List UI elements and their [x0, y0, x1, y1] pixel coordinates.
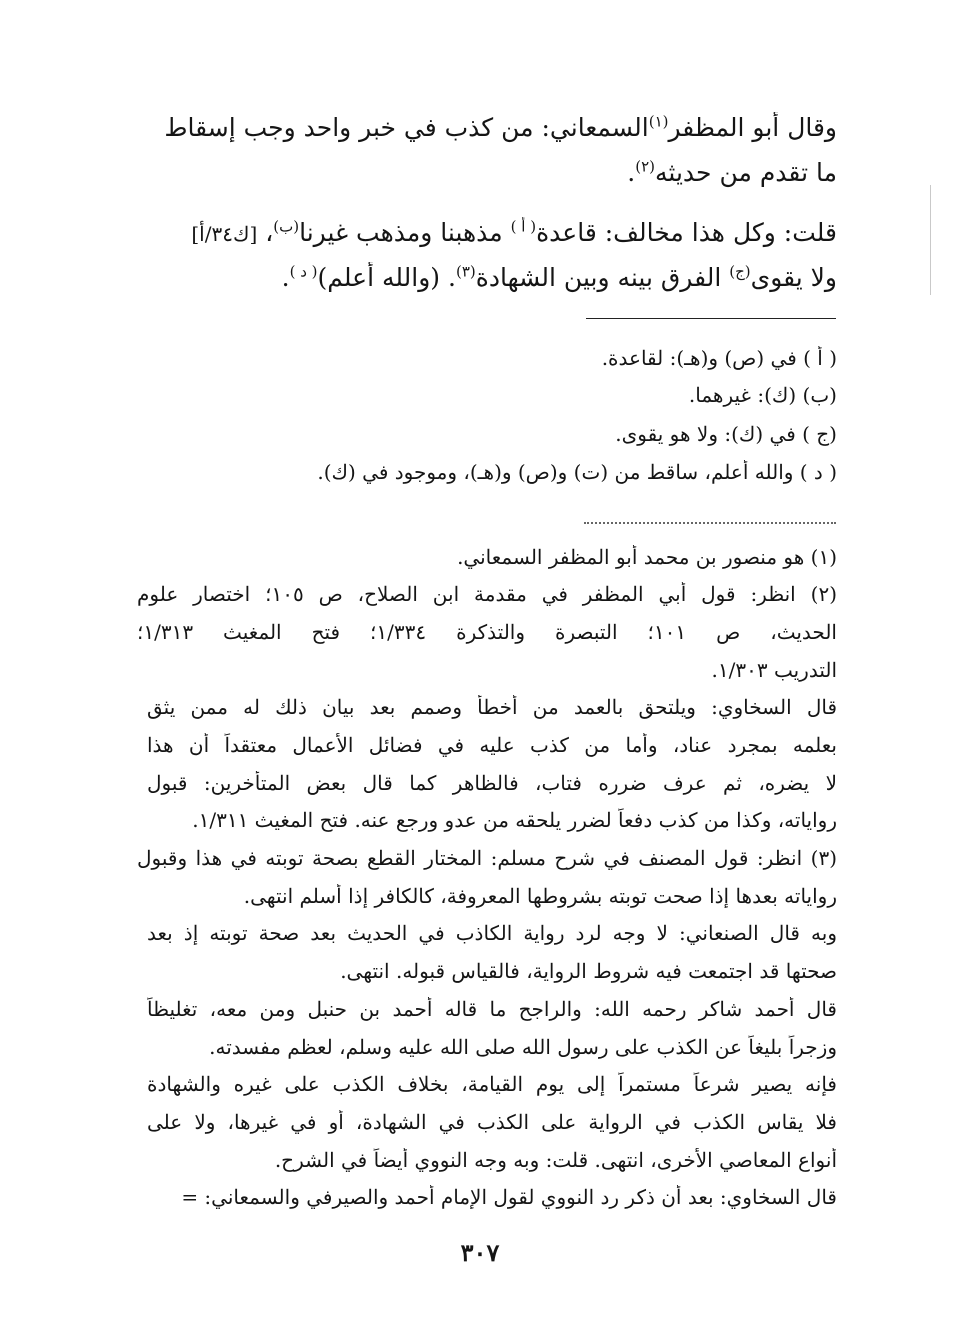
- variant-note: (ج ) في (ك): ولا هو يقوى.: [615, 422, 837, 446]
- footnote-2-line: التدريب ١/٣٠٣.: [711, 658, 837, 682]
- footnote-3-line: (٣) انظر: قول المصنف في شرح مسلم: المختار القطع بصحة توبته في هذا وقبول: [137, 846, 837, 870]
- footnote-2-line: رواياته، وكذا من كذب دفعاً لضرر يلحقه من عدو ورجع عنه. فتح المغيث ١/٣١١.: [192, 808, 837, 832]
- footnote-3-line: قال السخاوي: بعد أن ذكر رد النووي لقول الإمام أحمد والصيرفي والسمعاني: =: [181, 1185, 837, 1209]
- page-number: ٣٠٧: [460, 1238, 500, 1267]
- variant-note: ( أ ) في (ص) و(هـ): لقاعدة.: [601, 346, 837, 370]
- variant-marker: ( أ ): [510, 217, 537, 236]
- variant-note: (ب) (ك): غيرهما.: [688, 383, 837, 407]
- footnote-3-line: وبه قال الصنعاني: لا وجه لرد رواية الكاذب في الحديث بعد صحة توبته إذ بعد: [147, 921, 837, 945]
- footnote-marker: (١): [648, 112, 669, 131]
- variant-marker: ( د ): [289, 262, 318, 281]
- main-text: الفرق بينه وبين الشهادة: [475, 263, 730, 292]
- variant-marker: (ب): [273, 217, 300, 236]
- main-line-4: [137, 262, 837, 293]
- footnote-2-line: بعلمه بمجرد عناد، وأما من كذب عليه في فضائل الأعمال معتقداً أن هذا: [147, 733, 837, 757]
- variant-note: ( د ) والله أعلم، ساقط من (ت) و(ص) و(هـ)، وموجود في (ك).: [317, 460, 837, 484]
- main-line-1: [137, 112, 837, 143]
- page-edge-line: [930, 185, 931, 295]
- main-text: السمعاني: من كذب في خبر واحد وجب إسقاط: [164, 113, 649, 142]
- main-text: .: [281, 263, 290, 292]
- footnote-3-line: أنواع المعاصي الأخرى، انتهى. قلت: وبه وجه النووي أيضاً في الشرح.: [274, 1148, 837, 1172]
- main-line-2: [137, 157, 837, 188]
- footnote-2-line: الحديث، ص ١٠١؛ التبصرة والتذكرة ١/٣٣٤؛ فتح المغيث ١/٣١٣؛: [137, 620, 837, 644]
- notes-dotted-separator: [584, 522, 836, 524]
- main-text: قلت: وكل هذا مخالف: قاعدة: [536, 218, 837, 247]
- main-text: . (والله أعلم): [317, 263, 456, 292]
- main-line-3: [47, 217, 837, 248]
- manuscript-folio-ref: [ك٣٤/أ]: [191, 222, 258, 246]
- main-text: وقال أبو المظفر: [668, 113, 837, 142]
- footnote-1: (١) هو منصور بن محمد أبو المظفر السمعاني.: [457, 545, 837, 569]
- footnote-3-line: رواياته بعدها إذا صحت توبته بشروطها المعروفة، كالكافر إذا أسلم انتهى.: [243, 884, 837, 908]
- footnote-2-line: لا يضره، ثم عرف ضرره فتاب، فالظاهر كما قال بعض المتأخرين: قبول: [147, 771, 837, 795]
- footnote-3-line: فإنه يصير شرعاً مستمراً إلى يوم القيامة، بخلاف الكذب على غيره والشهادة: [147, 1072, 837, 1096]
- footnote-3-line: فلا يقاس الكذب في الرواية على الكذب في الشهادة، أو في غيرها، ولا على: [147, 1110, 837, 1134]
- main-text: ،: [257, 218, 274, 247]
- footnote-3-line: صحتها قد اجتمعت فيه شروط الرواية، فالقياس قبوله. انتهى.: [340, 959, 837, 983]
- footnote-3-line: قال أحمد شاكر رحمه الله: والراجح ما قاله أحمد بن حنبل ومن معه، تغليظاً: [147, 997, 837, 1021]
- footnote-marker: (٢): [635, 157, 656, 176]
- footnote-2-line: (٢) انظر: قول أبي المظفر في مقدمة ابن الصلاح، ص ١٠٥؛ اختصار علوم: [137, 582, 837, 606]
- main-text: ولا يقوى: [750, 263, 837, 292]
- footnote-3-line: وزجراً بليغاً عن الكذب على رسول الله صلى الله عليه وسلم، لعظم مفسدته.: [209, 1035, 837, 1059]
- footnote-2-line: قال السخاوي: ويلتحق بالعمد من أخطأ وصمم بعد بيان ذلك له ممن يثق: [147, 695, 837, 719]
- main-text: مذهبنا ومذهب غيرنا: [299, 218, 511, 247]
- footnote-separator: [586, 318, 836, 319]
- main-text: .: [627, 158, 636, 187]
- footnote-marker: (٣): [455, 262, 476, 281]
- main-text: ما تقدم من حديثه: [655, 158, 837, 187]
- variant-marker: (ج): [729, 262, 751, 281]
